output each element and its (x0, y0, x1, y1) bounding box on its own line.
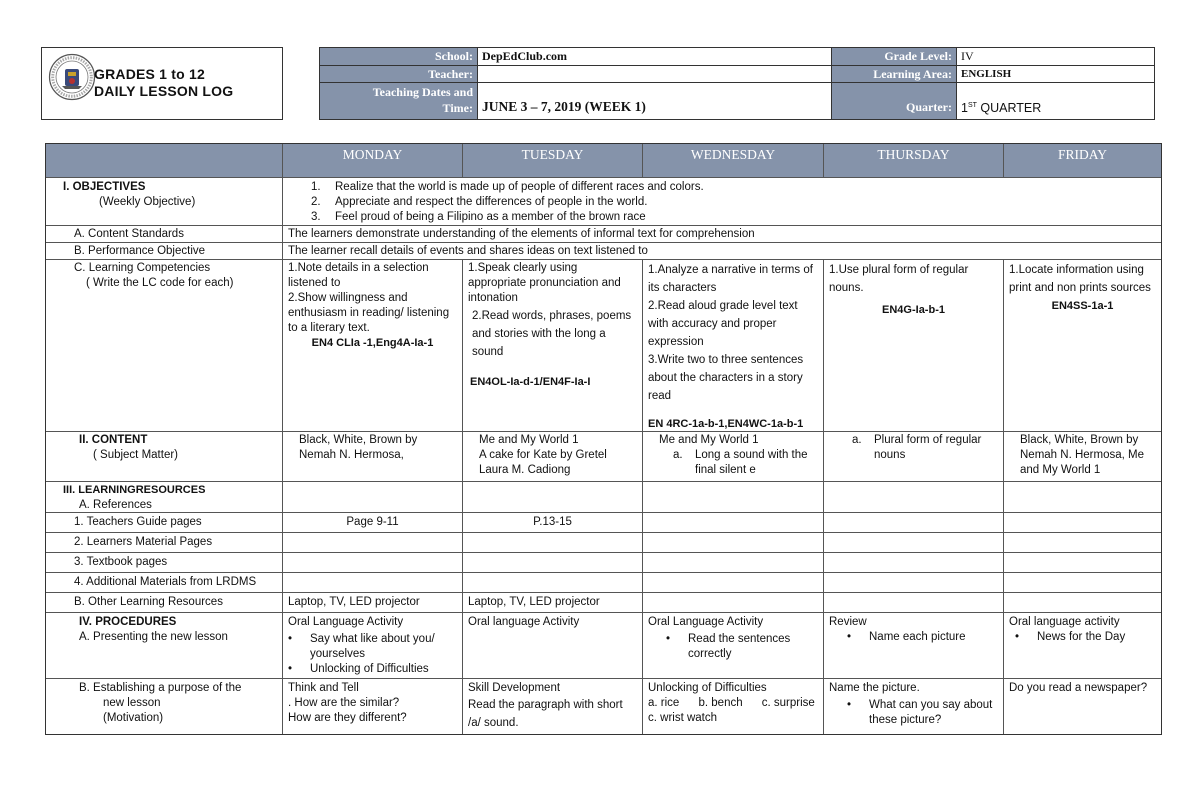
objective-item: 2. Appreciate and respect the differences of people in the world. (311, 196, 648, 208)
day-header-monday: MONDAY (283, 144, 463, 178)
activity-bullet: • Unlocking of Difficulties (288, 663, 429, 675)
other-resources-tuesday: Laptop, TV, LED projector (463, 593, 643, 613)
performance-objective-label: B. Performance Objective (46, 243, 283, 260)
lesson-log-table (45, 143, 1162, 735)
performance-objective-value: The learner recall details of events and shares ideas on text listened to (283, 243, 1161, 260)
competency-item: 1.Analyze a narrative in terms of its characters (648, 264, 813, 294)
activity-title: Oral language activity (1009, 616, 1120, 628)
learning-competencies-label-cell (46, 260, 283, 432)
content-monday: Black, White, Brown by Nemah N. Hermosa, (283, 432, 463, 482)
resources-tuesday-cell (463, 482, 643, 513)
content-standards-label: A. Content Standards (46, 226, 283, 243)
textbook-pages-wednesday (643, 553, 824, 573)
content-tuesday (463, 432, 643, 482)
teacher-label: Teacher: (320, 66, 478, 83)
resources-thursday-cell (824, 482, 1004, 513)
additional-materials-tuesday (463, 573, 643, 593)
learning-area-value: ENGLISH (957, 66, 1154, 83)
school-label: School: (320, 48, 478, 66)
resources-heading: III. LEARNINGRESOURCES (63, 484, 206, 496)
additional-materials-thursday (824, 573, 1004, 593)
teachers-guide-friday (1004, 513, 1161, 533)
other-resources-monday: Laptop, TV, LED projector (283, 593, 463, 613)
learning-competencies-label: C. Learning Competencies (74, 262, 211, 274)
textbook-pages-thursday (824, 553, 1004, 573)
competency-item: 2.Show willingness and enthusiasm in reading/ listening to a literary text. (288, 292, 450, 334)
title-line-1: GRADES 1 to 12 (94, 66, 205, 82)
competency-item: 2.Read words, phrases, poems and stories with the long a sound (472, 310, 632, 358)
quarter-label: Quarter: (832, 83, 957, 119)
purpose-line: Read the paragraph with short /a/ sound. (468, 699, 623, 729)
other-resources-label: B. Other Learning Resources (46, 593, 283, 613)
header-title-box (41, 47, 283, 120)
additional-materials-monday (283, 573, 463, 593)
content-line: Me and My World 1 (659, 434, 759, 446)
textbook-pages-friday (1004, 553, 1161, 573)
competency-item: 1.Locate information using print and non prints sources (1009, 264, 1151, 294)
purpose-line: Think and Tell (288, 682, 359, 694)
day-header-tuesday: TUESDAY (463, 144, 643, 178)
learners-material-monday (283, 533, 463, 553)
competencies-tuesday (463, 260, 643, 432)
content-list-item: a. Plural form of regular nouns (852, 434, 982, 461)
textbook-pages-label: 3. Textbook pages (46, 553, 283, 573)
activity-title: Oral Language Activity (288, 616, 404, 628)
establishing-purpose-label-3: (Motivation) (103, 712, 164, 724)
references-label: A. References (79, 499, 152, 511)
teachers-guide-label: 1. Teachers Guide pages (46, 513, 283, 533)
competencies-friday (1004, 260, 1161, 432)
deped-seal-logo (48, 53, 96, 101)
lc-code-wednesday: EN 4RC-1a-b-1,EN4WC-1a-b-1 (648, 418, 804, 430)
learners-material-label: 2. Learners Material Pages (46, 533, 283, 553)
content-standards-value: The learners demonstrate understanding of the elements of informal text for comprehension (283, 226, 1161, 243)
objective-item: 3. Feel proud of being a Filipino as a member of the brown race (311, 211, 646, 223)
resources-label-cell (46, 482, 283, 513)
activity-bullet: • Name each picture (847, 631, 966, 643)
additional-materials-label: 4. Additional Materials from LRDMS (46, 573, 283, 593)
resources-monday-cell (283, 482, 463, 513)
competency-item: 1.Speak clearly using appropriate pronunciation and intonation (468, 262, 621, 304)
dates-value: JUNE 3 – 7, 2019 (WEEK 1) (478, 83, 832, 119)
vocabulary-words: c. wrist watch (648, 712, 718, 724)
learners-material-tuesday (463, 533, 643, 553)
content-line: A cake for Kate by Gretel Laura M. Cadiong (479, 449, 607, 476)
lc-code-tuesday: EN4OL-Ia-d-1/EN4F-Ia-I (470, 376, 591, 388)
other-resources-thursday (824, 593, 1004, 613)
other-resources-friday (1004, 593, 1161, 613)
quarter-number: 1 (961, 101, 968, 116)
activity-bullet: • Say what like about you/ yourselves (288, 633, 435, 660)
day-header-thursday: THURSDAY (824, 144, 1004, 178)
objectives-label-cell (46, 178, 283, 226)
textbook-pages-monday (283, 553, 463, 573)
quarter-text: QUARTER (980, 101, 1042, 116)
objectives-subheading: (Weekly Objective) (99, 196, 196, 208)
teachers-guide-wednesday (643, 513, 824, 533)
lc-code-thursday: EN4G-Ia-b-1 (882, 304, 945, 316)
activity-bullet: • What can you say about these picture? (847, 699, 993, 726)
establishing-purpose-label-cell (46, 679, 283, 734)
dates-label-line2: Time: (442, 101, 473, 115)
competency-item: 1.Note details in a selection listened to (288, 262, 429, 289)
activity-title: Review (829, 616, 867, 628)
procedures-label-cell (46, 613, 283, 679)
competency-item: 1.Use plural form of regular nouns. (829, 264, 969, 294)
purpose-line: . How are the similar? (288, 697, 400, 709)
other-resources-wednesday (643, 593, 824, 613)
textbook-pages-tuesday (463, 553, 643, 573)
purpose-wednesday (643, 679, 824, 734)
quarter-suffix: ST (967, 102, 977, 109)
learners-material-wednesday (643, 533, 824, 553)
title-line-2: DAILY LESSON LOG (94, 83, 234, 99)
content-subheading: ( Subject Matter) (93, 449, 178, 461)
presenting-monday (283, 613, 463, 679)
learning-competencies-sublabel: ( Write the LC code for each) (86, 277, 234, 289)
content-thursday (824, 432, 1004, 482)
presenting-thursday (824, 613, 1004, 679)
dates-label (320, 83, 478, 119)
teachers-guide-monday: Page 9-11 (283, 513, 463, 533)
content-wednesday (643, 432, 824, 482)
competencies-monday (283, 260, 463, 432)
activity-title: Oral Language Activity (648, 616, 764, 628)
weekly-objectives-list (283, 178, 1161, 226)
purpose-line: Skill Development (468, 682, 561, 694)
competency-item: 3.Write two to three sentences about the characters in a story read (648, 354, 804, 402)
grade-level-label: Grade Level: (832, 48, 957, 66)
purpose-line: Name the picture. (829, 682, 920, 694)
activity-bullet: • Read the sentences correctly (666, 633, 791, 660)
vocabulary-words: a. rice b. bench c. surprise (648, 697, 815, 709)
content-list-item: a. Long a sound with the final silent e (673, 449, 808, 476)
establishing-purpose-label-2: new lesson (103, 697, 161, 709)
additional-materials-wednesday (643, 573, 824, 593)
competency-item: 2.Read aloud grade level text with accuracy and proper expression (648, 300, 798, 348)
objectives-heading: I. OBJECTIVES (63, 181, 146, 193)
presenting-tuesday: Oral language Activity (463, 613, 643, 679)
header-info-grid (319, 47, 1155, 120)
presenting-lesson-label: A. Presenting the new lesson (79, 631, 228, 643)
grade-level-value: IV (957, 48, 1154, 66)
teacher-value (478, 66, 832, 83)
day-header-friday: FRIDAY (1004, 144, 1161, 178)
resources-friday-cell (1004, 482, 1161, 513)
presenting-friday (1004, 613, 1161, 679)
additional-materials-friday (1004, 573, 1161, 593)
purpose-friday: Do you read a newspaper? (1009, 682, 1148, 694)
learners-material-thursday (824, 533, 1004, 553)
competencies-thursday (824, 260, 1004, 432)
lc-code-friday: EN4SS-1a-1 (1051, 300, 1114, 312)
content-label-cell (46, 432, 283, 482)
resources-wednesday-cell (643, 482, 824, 513)
establishing-purpose-label: B. Establishing a purpose of the (79, 682, 242, 694)
quarter-value (957, 83, 1154, 119)
competencies-wednesday (643, 260, 824, 432)
purpose-line: How are they different? (288, 712, 407, 724)
purpose-thursday (824, 679, 1004, 734)
day-header-wednesday: WEDNESDAY (643, 144, 824, 178)
objective-item: 1. Realize that the world is made up of people of different races and colors. (311, 181, 704, 193)
lc-code-monday: EN4 CLIa -1,Eng4A-Ia-1 (311, 337, 434, 349)
teachers-guide-tuesday: P.13-15 (463, 513, 643, 533)
content-friday: Black, White, Brown by Nemah N. Hermosa, Me and My World 1 (1004, 432, 1161, 482)
teachers-guide-thursday (824, 513, 1004, 533)
dates-label-line1: Teaching Dates and (372, 85, 473, 99)
content-line: Me and My World 1 (479, 434, 579, 446)
content-heading: II. CONTENT (79, 434, 148, 446)
purpose-tuesday (463, 679, 643, 734)
learning-area-label: Learning Area: (832, 66, 957, 83)
corner-header-cell (46, 144, 283, 178)
school-value: DepEdClub.com (478, 48, 832, 66)
procedures-heading: IV. PROCEDURES (79, 616, 177, 628)
activity-bullet: • News for the Day (1015, 631, 1126, 643)
header-title (94, 66, 233, 100)
purpose-line: Unlocking of Difficulties (648, 682, 767, 694)
presenting-wednesday (643, 613, 824, 679)
purpose-monday (283, 679, 463, 734)
learners-material-friday (1004, 533, 1161, 553)
